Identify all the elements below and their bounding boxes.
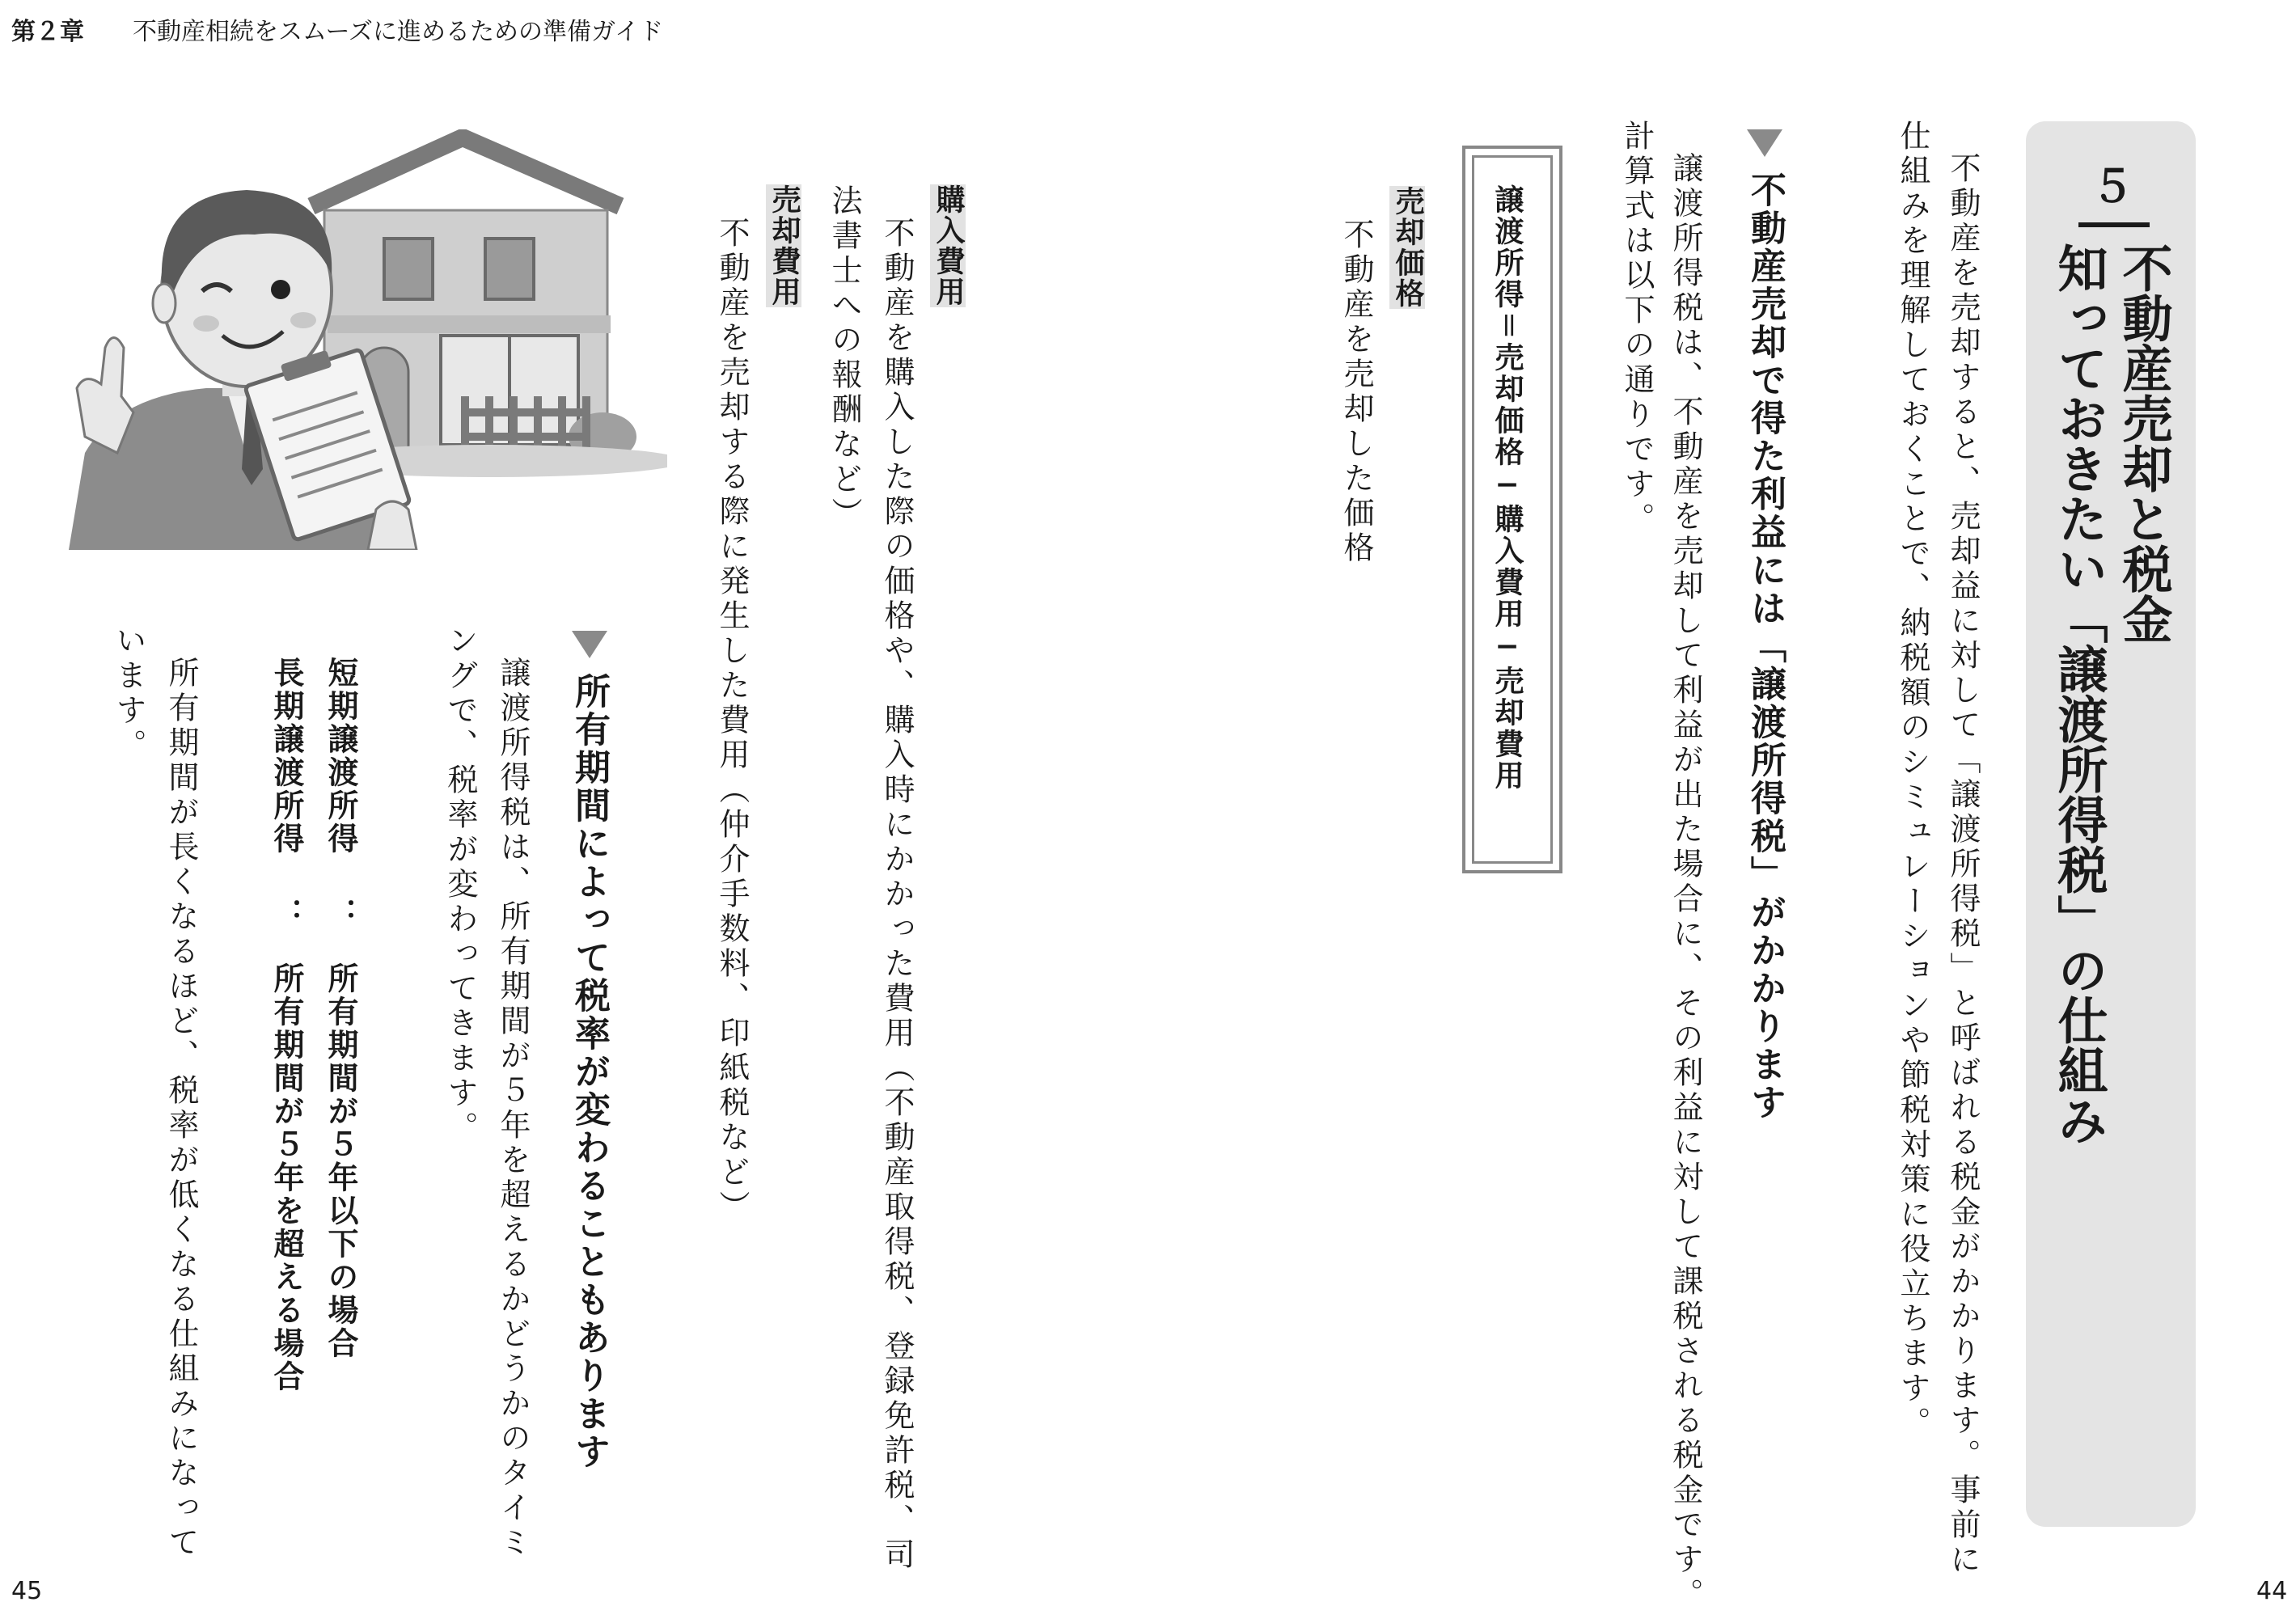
para3-line1: 所有期間が長くなるほど、税率が低くなる仕組みになって — [163, 657, 199, 1561]
para1-line2: 計算式は以下の通りです。 — [1619, 120, 1655, 537]
man-with-clipboard-and-house-illustration — [69, 129, 667, 550]
period-long-sep: ： — [269, 898, 304, 931]
running-header — [11, 11, 663, 47]
page-number-right: 44 — [2256, 1577, 2288, 1605]
term-sale-price-desc: 不動産を売却した価格 — [1338, 218, 1374, 566]
para3-line2: います。 — [111, 624, 146, 763]
term-purchase-cost-desc2: 法書士への報酬など） — [827, 184, 862, 532]
page-number-left: 45 — [11, 1577, 43, 1605]
section-title-line2: 知っておきたい「譲渡所得税」の仕組み — [2049, 243, 2108, 1145]
section-number: ５ — [2091, 161, 2134, 212]
para2-line2: ングで、税率が変わってきます。 — [442, 624, 478, 1146]
period-short-sep: ： — [323, 898, 358, 931]
period-short-desc: 所有期間が５年以下の場合 — [323, 962, 358, 1360]
section-title-line1: 不動産売却と税金 — [2114, 243, 2173, 644]
term-sale-price-label: 売却価格 — [1391, 186, 1424, 309]
term-purchase-cost-label: 購入費用 — [932, 184, 965, 307]
intro-line2: 仕組みを理解しておくことで、納税額のシミュレーションや節税対策に役立ちます。 — [1895, 120, 1930, 1441]
period-long-label: 長期譲渡所得 — [269, 657, 304, 856]
section-number-rule — [2078, 222, 2150, 227]
period-long-desc: 所有期間が５年を超える場合 — [269, 962, 304, 1393]
book-title: 不動産相続をスムーズに進めるための準備ガイド — [133, 18, 664, 46]
heading2-marker-icon — [572, 631, 607, 658]
term-sale-cost-desc: 不動産を売却する際に発生した費用（仲介手数料、印紙税など） — [714, 217, 750, 1225]
heading-transfer-tax: 不動産売却で得た利益には「譲渡所得税」がかかります — [1744, 171, 1786, 1122]
chapter-label: 第２章 — [11, 18, 84, 46]
heading-marker-icon — [1747, 129, 1782, 157]
term-purchase-cost-desc1: 不動産を購入した際の価格や、購入時にかかった費用（不動産取得税、登録免許税、司 — [879, 217, 915, 1573]
period-short-label: 短期譲渡所得 — [323, 657, 358, 856]
heading-holding-period: 所有期間によって税率が変わることもあります — [569, 673, 610, 1471]
para2-line1: 譲渡所得税は、所有期間が５年を超えるかどうかのタイミ — [495, 657, 531, 1561]
intro-line1: 不動産を売却すると、売却益に対して「譲渡所得税」と呼ばれる税金がかかります。事前に — [1945, 152, 1981, 1578]
term-sale-cost-label: 売却費用 — [767, 184, 801, 307]
para1-line1: 譲渡所得税は、不動産を売却して利益が出た場合に、その利益に対して課税される税金です。 — [1668, 152, 1703, 1613]
formula-text: 譲渡所得＝売却価格−購入費用−売却費用 — [1490, 184, 1524, 792]
